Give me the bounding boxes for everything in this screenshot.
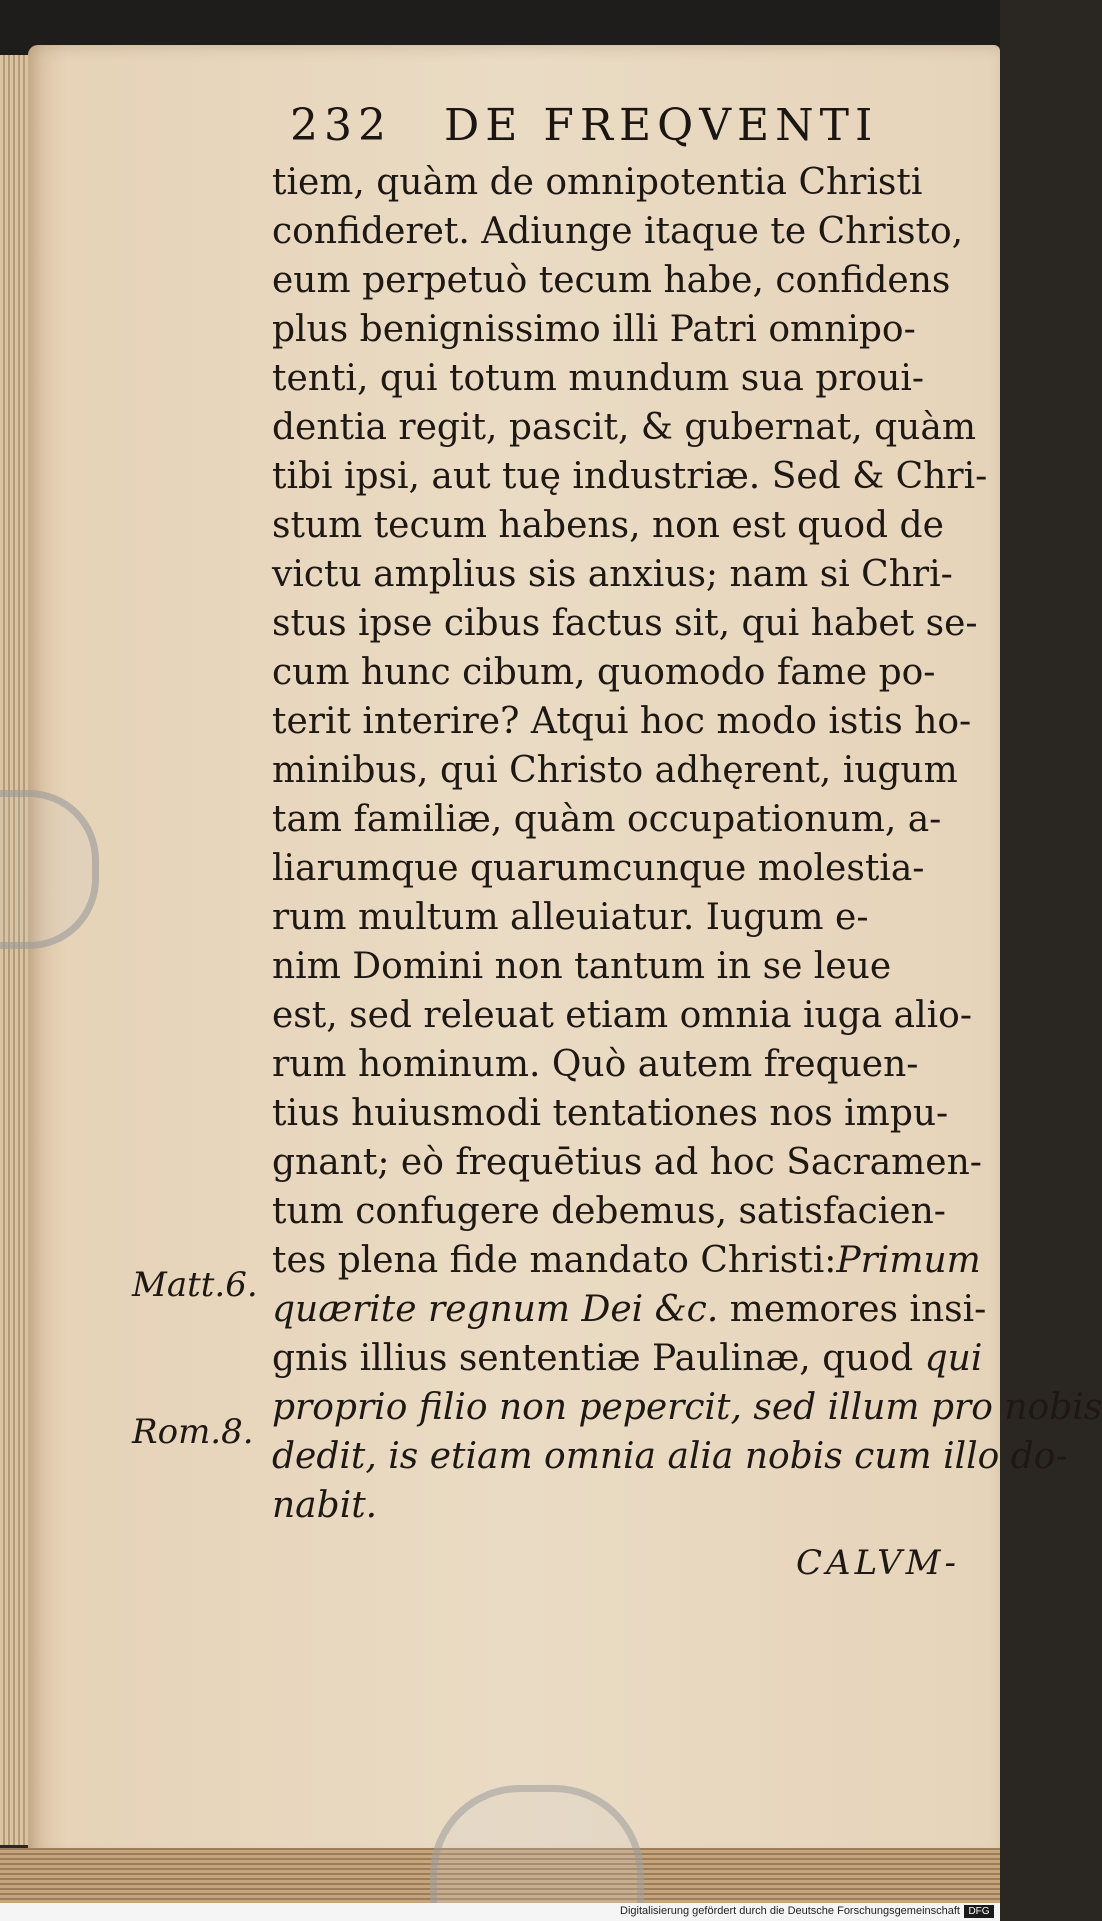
text-line: cum hunc cibum, quomodo fame po- — [272, 652, 936, 693]
italic-span: qui — [924, 1338, 983, 1379]
running-title: DE FREQVENTI — [443, 100, 879, 151]
text-line: tiem, quàm de omnipotentia Christi — [272, 162, 923, 203]
text-line: tenti, qui totum mundum sua proui- — [272, 358, 925, 399]
text-line — [272, 1285, 987, 1334]
text-line — [272, 1334, 983, 1383]
text-line: minibus, qui Christo adhęrent, iugum — [272, 750, 958, 791]
margin-note-rom: Rom.8. — [132, 1412, 254, 1452]
text-line: rum hominum. Quò autem frequen- — [272, 1044, 919, 1085]
text-line: nim Domini non tantum in se leue — [272, 946, 892, 987]
text-line: confideret. Adiunge itaque te Christo, — [272, 211, 964, 252]
text-line: stum tecum habens, non est quod de — [272, 505, 944, 546]
text-span: gnis illius sententiæ Paulinæ, quod — [272, 1338, 914, 1379]
text-line — [272, 1481, 972, 1530]
italic-span: dedit, is etiam omnia alia nobis cum illo do- — [272, 1436, 1068, 1477]
text-line: liarumque quarumcunque molestia- — [272, 848, 925, 889]
body-text — [272, 158, 1102, 1530]
text-line — [272, 1432, 1068, 1481]
text-line: tum confugere debemus, satisfacien- — [272, 1191, 946, 1232]
footer-bar — [0, 1903, 1000, 1921]
text-line: tam familiæ, quàm occupationum, a- — [272, 799, 942, 840]
text-line — [272, 1383, 1102, 1432]
text-line: rum multum alleuiatur. Iugum e- — [272, 897, 869, 938]
italic-span: proprio filio non pepercit, sed illum pro nobis — [272, 1387, 1102, 1428]
text-line: est, sed releuat etiam omnia iuga alio- — [272, 995, 973, 1036]
italic-span: Primum — [836, 1240, 981, 1281]
italic-span: quærite regnum Dei &c. — [272, 1289, 719, 1330]
text-line — [272, 1236, 981, 1285]
margin-note-matt: Matt.6. — [132, 1265, 258, 1305]
text-line: victu amplius sis anxius; nam si Chri- — [272, 554, 953, 595]
text-line: gnant; eò frequētius ad hoc Sacramen- — [272, 1142, 982, 1183]
text-line: dentia regit, pascit, & gubernat, quàm — [272, 407, 976, 448]
text-line: eum perpetuò tecum habe, confidens — [272, 260, 951, 301]
italic-span: nabit. — [272, 1485, 378, 1526]
footer-credit: Digitalisierung gefördert durch die Deutsche Forschungsgemeinschaft — [620, 1905, 960, 1917]
text-span: memores insi- — [729, 1289, 987, 1330]
text-line: tibi ipsi, aut tuę industriæ. Sed & Chri- — [272, 456, 988, 497]
text-line: terit interire? Atqui hoc modo istis ho- — [272, 701, 972, 742]
dfg-logo: DFG — [964, 1905, 994, 1918]
page-number: 232 — [290, 100, 392, 151]
running-header — [290, 100, 878, 151]
text-line: tius huiusmodi tentationes nos impu- — [272, 1093, 949, 1134]
catchword: CALVM- — [796, 1543, 960, 1583]
text-line: stus ipse cibus factus sit, qui habet se- — [272, 603, 978, 644]
text-span: tes plena fide mandato Christi: — [272, 1240, 837, 1281]
text-line: plus benignissimo illi Patri omnipo- — [272, 309, 916, 350]
